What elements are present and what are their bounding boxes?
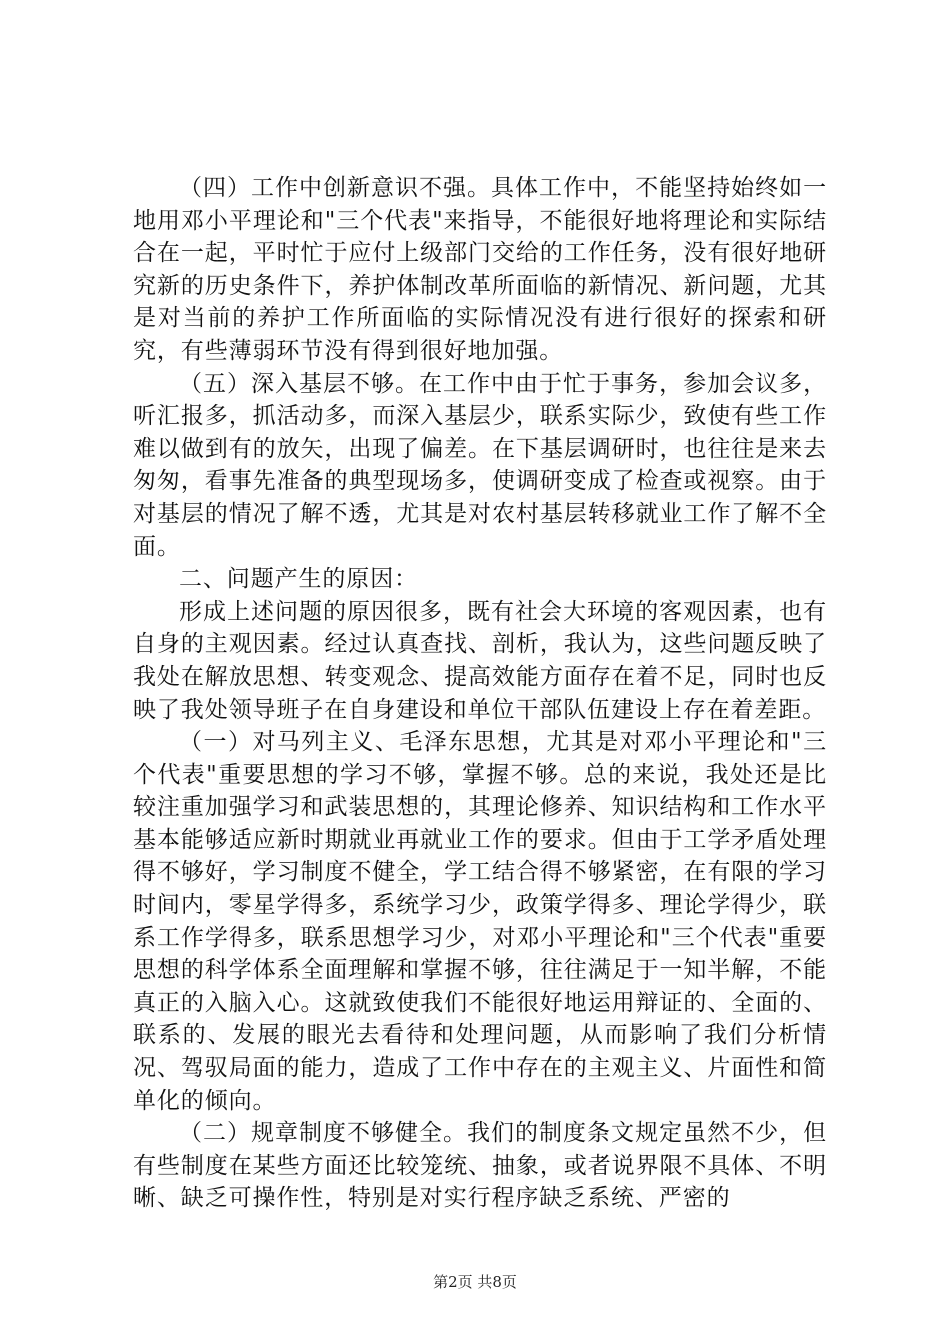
paragraph-causes-intro: 形成上述问题的原因很多，既有社会大环境的客观因素，也有自身的主观因素。经过认真查找、剖析，我认为，这些问题反映了我处在解放思想、转变观念、提高效能方面存在着不足，同时也反映了我处领导班子在自身建设和单位干部队伍建设上存在着差距。 [133,598,827,723]
paragraph-cause-1-study: （一）对马列主义、毛泽东思想，尤其是对邓小平理论和"三个代表"重要思想的学习不够，掌握不够。总的来说，我处还是比较注重加强学习和武装思想的，其理论修养、知识结构和工作水平基本能够适应新时期就业再就业工作的要求。但由于工学矛盾处理得不够好，学习制度不健全，学工结合得不够紧密，在有限的学习时间内，零星学得多，系统学习少，政策学得多、理论学得少，联系工作学得多，联系思想学习少，对邓小平理论和"三个代表"重要思想的科学体系全面理解和掌握不够，往往满足于一知半解，不能真正的入脑入心。这就致使我们不能很好地运用辩证的、全面的、联系的、发展的眼光去看待和处理问题，从而影响了我们分析情况、驾驭局面的能力，造成了工作中存在的主观主义、片面性和简单化的倾向。 [133,729,827,1114]
paragraph-4-innovation: （四）工作中创新意识不强。具体工作中，不能坚持始终如一地用邓小平理论和"三个代表"来指导，不能很好地将理论和实际结合在一起，平时忙于应付上级部门交给的工作任务，没有很好地研究新的历史条件下，养护体制改革所面临的新情况、新问题，尤其是对当前的养护工作所面临的实际情况没有进行很好的探索和研究，有些薄弱环节没有得到很好地加强。 [133,175,827,364]
document-body [133,172,827,1215]
paragraph-5-grassroots: （五）深入基层不够。在工作中由于忙于事务，参加会议多，听汇报多，抓活动多，而深入基层少，联系实际少，致使有些工作难以做到有的放矢，出现了偏差。在下基层调研时，也往往是来去匆匆，看事先准备的典型现场多，使调研变成了检查或视察。由于对基层的情况了解不透，尤其是对农村基层转移就业工作了解不全面。 [133,370,827,560]
section-heading-causes: 二、问题产生的原因： [179,566,418,593]
page-number-footer: 第2页 共8页 [433,1273,517,1291]
paragraph-cause-2-rules: （二）规章制度不够健全。我们的制度条文规定虽然不少，但有些制度在某些方面还比较笼统、抽象，或者说界限不具体、不明晰、缺乏可操作性，特别是对实行程序缺乏系统、严密的 [133,1120,827,1212]
